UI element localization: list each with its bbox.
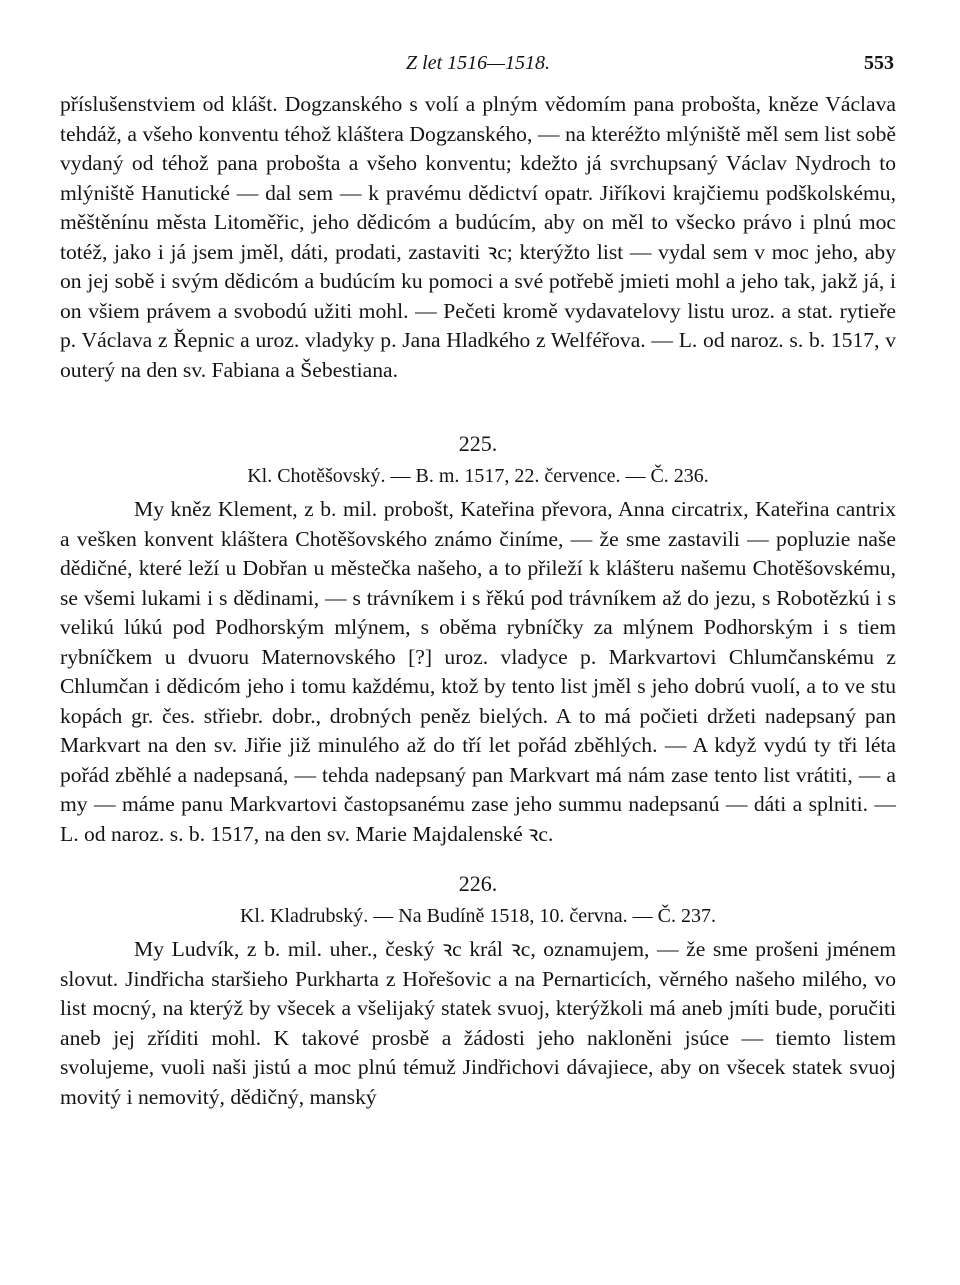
continuation-paragraph: příslušenstviem od klášt. Dogzanského s volí a plným vědomím pana proboštа, kněze Václava tehdáž, a všeho konventu téhož kláštera Dogzanského, — na kteréžto mlýniště měl sem list sobě vydaný od téhož pana probošta a všeho konventu; kdežto já svrchupsaný Václav Nydroch to mlýniště Hanutické — dal sem — k pravému dědictví opatr. Jiříkovi krajčiemu podškolskému, měštěnínu města Litoměřic, jeho dědicóm a budúcím, aby on měl to všecko právo i plnú moc totéž, jako i já jsem jměl, dáti, prodati, zastaviti ꝛc; kterýžto list — vydal sem v moc jeho, aby on jej sobě i svým dědicóm a budúcím ku pomoci a své potřebě jmieti mohl a jeho tak, jakž já, i on všiem právem a svobodú užiti mohl. — Pečeti kromě vydavatelovy listu uroz. a stat. rytieře p. Václava z Řepnic a uroz. vladyky p. Jana Hladkého z Welféřova. — L. od naroz. s. b. 1517, v outerý na den sv. Fabiana a Šebestiana.: [60, 92, 896, 382]
document-paragraph: My Ludvík, z b. mil. uher., český ꝛc král ꝛc, oznamujem, — že sme prošeni jménem slovut. Jindřicha staršieho Purkharta z Hořešovic a na Pernarticích, věrného našeho milého, vo list mocný, na kterýž by všecek a všelijaký statek svuoj, kterýžkoli má aneb jmíti bude, poručiti aneb jej zříditi mohl. K takové prosbě a žádosti jeho nakloněni jsúce — tiemto listem svolujeme, vuoli naši jistú a moc plnú témuž Jindřichovi dávajiece, aby on všecek statek svuoj movitý i nemovitý, dědičný, manský: [60, 937, 896, 1109]
document-page: [60, 52, 896, 1112]
document-paragraph: My kněz Klement, z b. mil. probošt, Kateřina převora, Anna circatrix, Kateřina cantrix a vešken konvent kláštera Chotěšovského známo činíme, — že sme zastavili — popluzie naše dědičné, které leží u Dobřan u městečka našeho, a to přileží k klášteru našemu Chotěšovskému, se všemi lukami i s dědinami, — s trávníkem i s řěkú pod trávníkem až do jezu, s Robotězkú i s velikú lúkú pod Podhorským mlýnem, s oběma rybníčky za mlýnem Podhorským i s tiem rybníčkem u dvuoru Maternovského [?] uroz. vladyce p. Markvartovi Chlumčanskému z Chlumčan i dědicóm jeho i tomu každému, ktož by tento list jměl s jeho dobrú vuolí, a to ve stu kopách gr. čes. střiebr. dobr., drobných peněz bielých. A to má počieti držeti nadepsaný pan Markvart na den sv. Jiřie již minulého až do tří let pořád zběhlých. — A když vydú ty tři léta pořád zběhlé a nadepsaná, — tehda nadepsaný pan Markvart má nám zase tento list vrátiti, — a my — máme panu Markvartovi častopsanému zase jeho summu nadepsanú — dáti a splniti. — L. od naroz. s. b. 1517, na den sv. Marie Majdalenské ꝛc.: [60, 497, 896, 846]
document-source: Kl. Chotěšovský. — B. m. 1517, 22. července. — Č. 236.: [247, 465, 709, 487]
body-text: [60, 90, 896, 1112]
running-head: [60, 52, 896, 90]
document-source: Kl. Kladrubský. — Na Budíně 1518, 10. června. — Č. 237.: [239, 905, 717, 927]
document-number: 226.: [458, 871, 498, 896]
running-title: Z let 1516—1518.: [406, 52, 550, 74]
page-number: 553: [864, 52, 894, 74]
document-number: 225.: [458, 431, 498, 456]
